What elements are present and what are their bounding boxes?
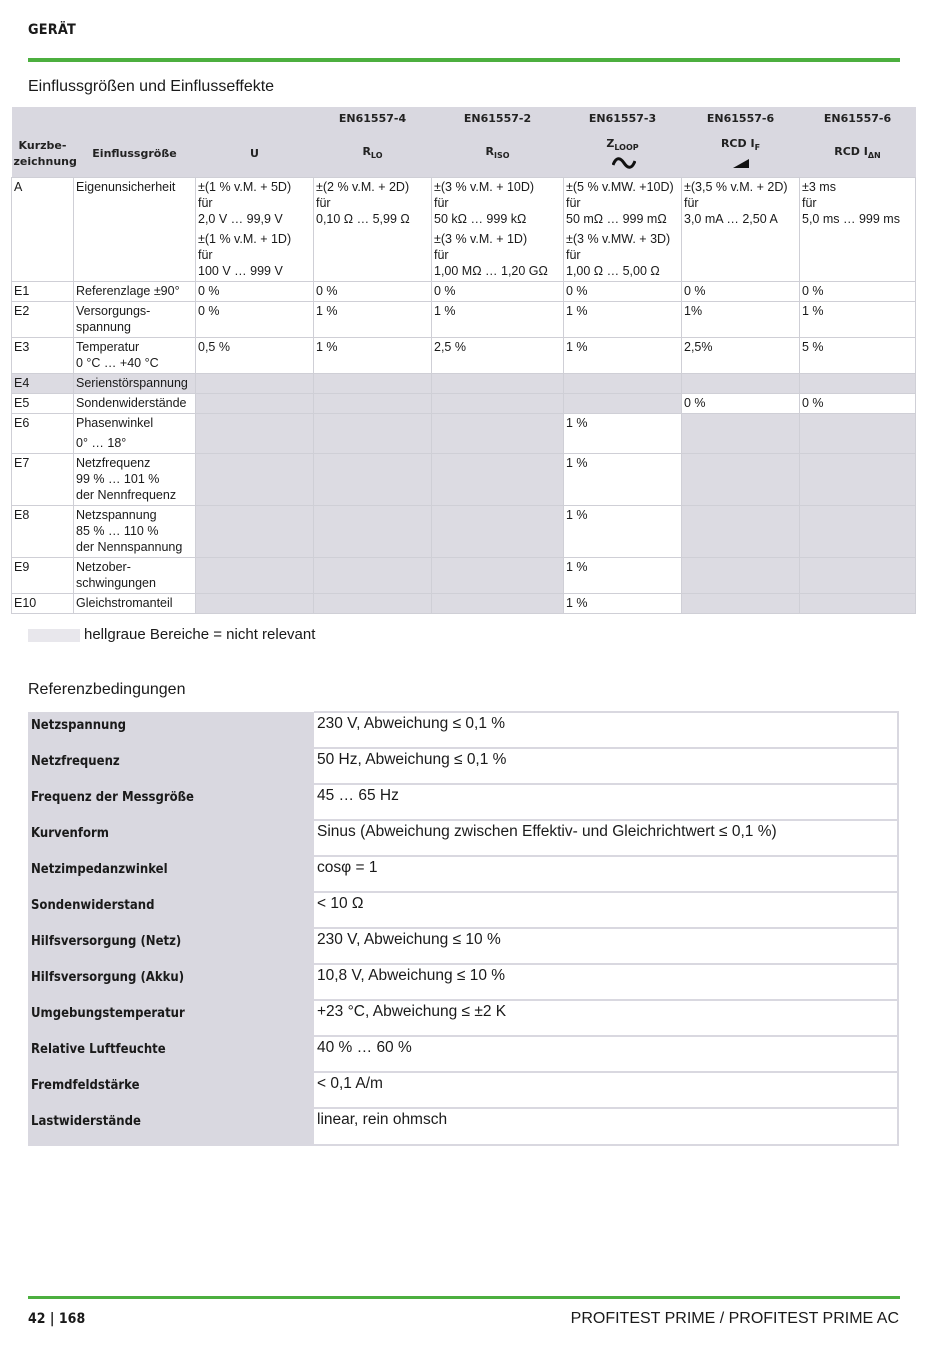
- table-row: Netzimpedanzwinkel cosφ = 1: [28, 856, 898, 892]
- table-row: E9 Netzober- schwingungen 1 %: [12, 558, 916, 594]
- col-rlo: $R_{LO}$: [314, 131, 432, 178]
- legend-swatch: [28, 629, 80, 642]
- table-row: E2 Versorgungs- spannung 0 % 1 % 1 % 1 % 1% 1 %: [12, 302, 916, 338]
- standard-header: EN61557-6: [682, 107, 800, 131]
- standard-header: EN61557-6: [800, 107, 916, 131]
- col-kurzbezeichnung: Kurzbe- zeichnung: [12, 131, 74, 178]
- table-row: Lastwiderstände linear, rein ohmsch: [28, 1108, 898, 1145]
- col-riso: $R_{ISO}$: [432, 131, 564, 178]
- table-row: Netzspannung 230 V, Abweichung ≤ 0,1 %: [28, 712, 898, 748]
- table-row: E3 Temperatur 0 °C … +40 °C 0,5 % 1 % 2,5 % 1 % 2,5% 5 %: [12, 338, 916, 374]
- header-divider: [28, 58, 900, 62]
- influence-section-title: Einflussgrößen und Einflusseffekte: [28, 78, 275, 95]
- footer-divider: [28, 1296, 900, 1299]
- product-name: PROFITEST PRIME / PROFITEST PRIME AC: [570, 1310, 899, 1327]
- table-row: Kurvenform Sinus (Abweichung zwischen Effektiv- und Gleichrichtwert ≤ 0,1 %): [28, 820, 898, 856]
- table-row: Fremdfeldstärke < 0,1 A/m: [28, 1072, 898, 1108]
- col-zloop: $Z_{LOOP}$: [564, 131, 682, 178]
- table-row: Hilfsversorgung (Netz) 230 V, Abweichung ≤ 10 %: [28, 928, 898, 964]
- table-row: E5 Sondenwiderstände 0 % 0 %: [12, 394, 916, 414]
- reference-section-title: Referenzbedingungen: [28, 681, 186, 698]
- col-einflussgroesse: Einflussgröße: [74, 131, 196, 178]
- standard-header: EN61557-4: [314, 107, 432, 131]
- legend-text: hellgraue Bereiche = nicht relevant: [84, 626, 316, 643]
- influence-table: [11, 107, 916, 614]
- table-row: E4 Serienstörspannung: [12, 374, 916, 394]
- table-row: E6 Phasenwinkel 0° … 18° 1 %: [12, 414, 916, 454]
- ramp-icon: [733, 159, 749, 168]
- sine-wave-icon: [612, 157, 636, 169]
- table-row: E1 Referenzlage ±90° 0 % 0 % 0 % 0 % 0 % 0 %: [12, 282, 916, 302]
- table-row: E7 Netzfrequenz 99 % … 101 % der Nennfrequenz 1 %: [12, 454, 916, 506]
- col-u: U: [196, 131, 314, 178]
- table-row: Umgebungstemperatur +23 °C, Abweichung ≤ ±2 K: [28, 1000, 898, 1036]
- table-row: Hilfsversorgung (Akku) 10,8 V, Abweichung ≤ 10 %: [28, 964, 898, 1000]
- reference-table: [28, 711, 899, 1146]
- table-row: E8 Netzspannung 85 % … 110 % der Nennspannung 1 %: [12, 506, 916, 558]
- table-row: A Eigenunsicherheit ±(1 % v.M. + 5D) für 2,0 V … 99,9 V ±(1 % v.M. + 1D) für 100 V … 999 V ±(2 % v.M. + 2D) für 0,10 Ω … 5,99 Ω ±(3 % v.M. + 10D) für 50 kΩ … 999 kΩ ±(3 % v.M. + 1D) für 1,00 MΩ … 1,20 GΩ ±(5 % v.MW. +10D) für 50 mΩ … 999 mΩ ±(3 % v.MW. + 3D) für 1,00 Ω … 5,00 Ω ±(3,5 % v.M. + 2D) für 3,0 mA … 2,50 A ±3 ms für 5,0 ms … 999 ms: [12, 178, 916, 282]
- table-row: Sondenwiderstand < 10 Ω: [28, 892, 898, 928]
- page-number: 42 | 168: [28, 1311, 86, 1327]
- standard-header: EN61557-2: [432, 107, 564, 131]
- table-row: Frequenz der Messgröße 45 … 65 Hz: [28, 784, 898, 820]
- columns-header-row: [12, 131, 916, 178]
- section-header-label: GERÄT: [28, 22, 76, 38]
- col-rcd-if: RCD $I_F$: [682, 131, 800, 178]
- table-row: Relative Luftfeuchte 40 % … 60 %: [28, 1036, 898, 1072]
- standard-header: EN61557-3: [564, 107, 682, 131]
- table-row: E10 Gleichstromanteil 1 %: [12, 594, 916, 614]
- table-row: Netzfrequenz 50 Hz, Abweichung ≤ 0,1 %: [28, 748, 898, 784]
- standards-header-row: [12, 107, 916, 131]
- col-rcd-idn: RCD $I_{\Delta N}$: [800, 131, 916, 178]
